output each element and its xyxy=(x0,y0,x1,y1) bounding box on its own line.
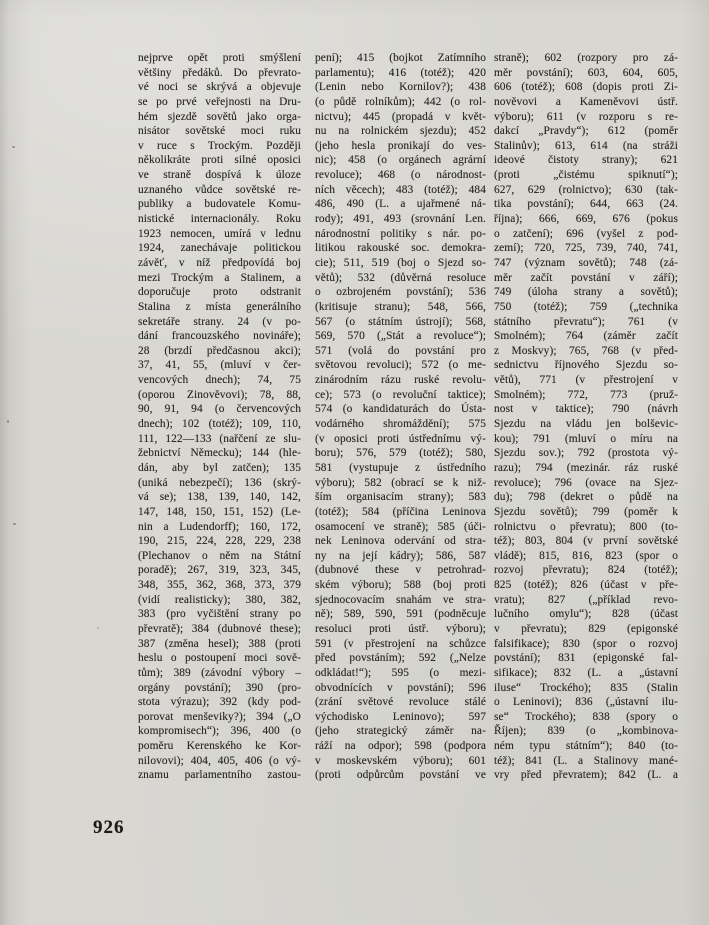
text-line: vá se); 138, 139, 140, 142, xyxy=(138,491,301,504)
text-line: Říjen); 839 (o „kombinova- xyxy=(494,725,678,738)
text-line: (jeho hesla pronikají do ves- xyxy=(315,139,486,152)
text-line: 1924, zanechávaje politickou xyxy=(138,242,301,255)
text-line: vé noci se skrývá a objevuje xyxy=(138,81,301,94)
text-line: znamu parlamentního zastou- xyxy=(138,769,301,782)
text-line: Smolném); 772, 773 (pruž- xyxy=(494,388,678,401)
text-line: nin a Ludendorff); 160, 172, xyxy=(138,520,301,533)
text-line: 569, 570 („Stát a revoluce“); xyxy=(315,330,486,343)
text-line: 571 (volá do povstání pro xyxy=(315,344,486,357)
text-line: vry před převratem); 842 (L. a xyxy=(494,769,678,782)
text-line: 591 (v přestrojení na schůzce xyxy=(315,637,486,650)
text-column-1 xyxy=(138,51,301,783)
text-line: 606 (totéž); 608 (dopis proti Zi- xyxy=(494,81,678,94)
text-line: 37, 41, 55, (mluví v čer- xyxy=(138,359,301,372)
text-line: orgány povstání); 390 (pro- xyxy=(138,681,301,694)
text-line: 825 (totéž); 826 (účast v pře- xyxy=(494,579,678,592)
text-line: 627, 629 (rolnictvo); 630 (tak- xyxy=(494,183,678,196)
text-line: ve straně dospívá k úloze xyxy=(138,169,301,182)
text-line: října); 666, 669, 676 (pokus xyxy=(494,213,678,226)
text-line: uznaného vůdce sovětské re- xyxy=(138,183,301,196)
paper-speck xyxy=(97,627,99,629)
text-line: (jeho strategický záměr na- xyxy=(315,725,486,738)
text-line: několikráte proti silné oposici xyxy=(138,154,301,167)
text-line: sednictvu říjnového Sjezdu so- xyxy=(494,359,678,372)
text-line: lučního omylu“); 828 (účast xyxy=(494,608,678,621)
text-line: 747 (význam sovětů); 748 (zá- xyxy=(494,256,678,269)
text-line: pení); 415 (bojkot Zatímního xyxy=(315,52,486,64)
text-line: 348, 355, 362, 368, 373, 379 xyxy=(138,579,301,592)
text-line: osamocení ve straně); 585 (úči- xyxy=(315,520,486,533)
text-line: 567 (o státním ústrojí); 568, xyxy=(315,315,486,328)
text-line: národnostní politiky s nár. po- xyxy=(315,227,486,240)
text-line: nu na rolnickém sjezdu); 452 xyxy=(315,125,486,138)
text-line: (proti odpůrcům povstání ve xyxy=(315,769,486,782)
text-line: v moskevském výboru); 601 xyxy=(315,754,486,767)
text-line: měr začít povstání v září); xyxy=(494,271,678,284)
text-line: poměru Kerenského ke Kor- xyxy=(138,740,301,753)
text-line: ideové čistoty strany); 621 xyxy=(494,154,678,167)
text-line: iluse“ Trockého); 835 (Stalin xyxy=(494,681,678,694)
text-line: porovat menševiky?); 394 („O xyxy=(138,710,301,723)
text-line: (v oposici proti ústřednímu vý- xyxy=(315,432,486,445)
text-line: měr povstání); 603, 604, 605, xyxy=(494,66,678,79)
text-line: v ruce s Trockým. Později xyxy=(138,139,301,152)
text-line: (zrání světové revoluce stálé xyxy=(315,696,486,709)
text-line: cie); 511, 519 (boj o Sjezd so- xyxy=(315,256,486,269)
text-line: poradě); 267, 319, 323, 345, xyxy=(138,564,301,577)
text-line: zinárodním rázu ruské revolu- xyxy=(315,374,486,387)
text-line: revoluce); 468 (o národnost- xyxy=(315,169,486,182)
text-line: o zatčení); 696 (vyšel z pod- xyxy=(494,227,678,240)
text-line: tům); 389 (závodní výbory – xyxy=(138,666,301,679)
text-line: rozvoj převratu); 824 (totéž); xyxy=(494,564,678,577)
text-line: nek Leninova odervání od stra- xyxy=(315,535,486,548)
text-line: nověvovi a Kameněvovi ústř. xyxy=(494,95,678,108)
text-line: se“ Trockého); 838 (spory o xyxy=(494,710,678,723)
text-column-2 xyxy=(315,51,486,783)
text-line: nisátor sovětské moci ruku xyxy=(138,125,301,138)
text-column-3 xyxy=(494,51,678,783)
paper-speck xyxy=(13,523,16,525)
text-line: (totéž); 584 (příčina Leninova xyxy=(315,505,486,518)
text-line: ně); 589, 590, 591 (podněcuje xyxy=(315,608,486,621)
text-line: 486, 490 (L. a ujařmené ná- xyxy=(315,198,486,211)
text-line: nost v taktice); 790 (návrh xyxy=(494,403,678,416)
text-line: ce); 573 (o revoluční taktice); xyxy=(315,388,486,401)
text-line: revoluce); 796 (ovace na Sjez- xyxy=(494,476,678,489)
text-line: se po prvé veřejnosti na Dru- xyxy=(138,95,301,108)
text-line: nilovovi); 404, 405, 406 (o vý- xyxy=(138,754,301,767)
text-line: z Moskvy); 765, 768 (v před- xyxy=(494,344,678,357)
text-line: v převratu); 829 (epigonské xyxy=(494,622,678,635)
text-line: sifikace); 832 (L. a „ústavní xyxy=(494,666,678,679)
text-line: (proti „čistému spiknutí“); xyxy=(494,169,678,182)
text-line: Smolném); 764 (záměr začít xyxy=(494,330,678,343)
text-line: tika povstání); 644, 663 (24. xyxy=(494,198,678,211)
text-line: povstání); 831 (epigonské fal- xyxy=(494,652,678,665)
text-line: zemí); 720, 725, 739, 740, 741, xyxy=(494,242,678,255)
text-line: 190, 215, 224, 228, 229, 238 xyxy=(138,535,301,548)
text-line: 387 (změna hesel); 388 (proti xyxy=(138,637,301,650)
text-line: ském výboru); 588 (boj proti xyxy=(315,579,486,592)
text-line: (vidí realisticky); 380, 382, xyxy=(138,593,301,606)
text-line: rolnictvu o převratu); 800 (to- xyxy=(494,520,678,533)
text-line: 147, 148, 150, 151, 152) (Le- xyxy=(138,505,301,518)
text-line: hém sjezdě sovětů jako orga- xyxy=(138,110,301,123)
text-line: východisko Leninovo); 597 xyxy=(315,710,486,723)
text-line: dán, aby byl zatčen); 135 xyxy=(138,461,301,474)
text-line: ším organisacím strany); 583 xyxy=(315,491,486,504)
text-line: o ozbrojeném povstání); 536 xyxy=(315,286,486,299)
text-line: nic); 458 (o orgánech agrární xyxy=(315,154,486,167)
text-line: též); 803, 804 (v první sovětské xyxy=(494,535,678,548)
text-line: ních věcech); 483 (totéž); 484 xyxy=(315,183,486,196)
text-line: výboru); 582 (obrací se k niž- xyxy=(315,476,486,489)
text-line: du); 798 (dekret o půdě na xyxy=(494,491,678,504)
text-line: dakcí „Pravdy“); 612 (poměr xyxy=(494,125,678,138)
text-line: (kritisuje stranu); 548, 566, xyxy=(315,300,486,313)
text-line: sekretáře strany. 24 (v po- xyxy=(138,315,301,328)
text-line: resoluci proti ústř. výboru); xyxy=(315,622,486,635)
text-line: dnech); 102 (totéž); 109, 110, xyxy=(138,418,301,431)
text-line: ném typu státním“); 840 (to- xyxy=(494,740,678,753)
text-line: parlamentu); 416 (totéž); 420 xyxy=(315,66,486,79)
text-line: mezi Trockým a Stalinem, a xyxy=(138,271,301,284)
text-line: (o půdě rolníkům); 442 (o rol- xyxy=(315,95,486,108)
text-line: 111, 122—133 (nařčení ze slu- xyxy=(138,432,301,445)
text-line: 750 (totéž); 759 („technika xyxy=(494,300,678,313)
text-line: nejprve opět proti smýšlení xyxy=(138,52,301,64)
text-line: (uniká nebezpečí); 136 (skrý- xyxy=(138,476,301,489)
text-line: 749 (úloha strany a sovětů); xyxy=(494,286,678,299)
text-line: též); 841 (L. a Stalinovy mané- xyxy=(494,754,678,767)
text-line: ráží na odpor); 598 (podpora xyxy=(315,740,486,753)
text-line: stota výrazu); 392 (kdy pod- xyxy=(138,696,301,709)
text-line: straně); 602 (rozpory pro zá- xyxy=(494,52,678,64)
text-line: (Plechanov o něm na Státní xyxy=(138,549,301,562)
text-line: Sjezdu sovětů); 799 (poměr k xyxy=(494,505,678,518)
text-line: litikou rakouské soc. demokra- xyxy=(315,242,486,255)
text-line: 383 (pro vyčištění strany po xyxy=(138,608,301,621)
text-line: razu); 794 (mezinár. ráz ruské xyxy=(494,461,678,474)
text-line: výboru); 611 (v rozporu s re- xyxy=(494,110,678,123)
text-line: Sjezdu na vládu jen bolševic- xyxy=(494,418,678,431)
text-line: Sjezdu sov.); 792 (prostota vý- xyxy=(494,447,678,460)
text-line: žebnictví Německu); 144 (hle- xyxy=(138,447,301,460)
page-number: 926 xyxy=(93,817,125,838)
text-line: závěť, v níž předpovídá boj xyxy=(138,256,301,269)
text-line: Stalina z místa generálního xyxy=(138,300,301,313)
text-line: kompromisech“); 396, 400 (o xyxy=(138,725,301,738)
text-line: před povstáním); 592 („Nelze xyxy=(315,652,486,665)
text-line: větů); 532 (důvěrná resoluce xyxy=(315,271,486,284)
text-line: větů), 771 (v přestrojení v xyxy=(494,374,678,387)
text-line: světovou revoluci); 572 (o me- xyxy=(315,359,486,372)
text-line: 28 (brzdí předčasnou akci); xyxy=(138,344,301,357)
paper-speck xyxy=(12,146,15,148)
text-line: vencových dnech); 74, 75 xyxy=(138,374,301,387)
text-line: odkládat!“); 595 (o mezi- xyxy=(315,666,486,679)
text-line: nictvu); 445 (propadá v květ- xyxy=(315,110,486,123)
text-line: 1923 nemocen, umírá v lednu xyxy=(138,227,301,240)
text-line: dání francouzského novináře); xyxy=(138,330,301,343)
text-line: 90, 91, 94 (o červencových xyxy=(138,403,301,416)
text-line: 581 (vystupuje z ústředního xyxy=(315,461,486,474)
text-line: vratu); 827 („příklad revo- xyxy=(494,593,678,606)
text-line: vládě); 815, 816, 823 (spor o xyxy=(494,549,678,562)
paper-speck xyxy=(7,420,9,423)
text-line: (oporou Zinověvovi); 78, 88, xyxy=(138,388,301,401)
text-line: státního převratu“); 761 (v xyxy=(494,315,678,328)
text-line: falsifikace); 830 (spor o rozvoj xyxy=(494,637,678,650)
text-line: převratě); 384 (dubnové these); xyxy=(138,622,301,635)
text-line: heslu o postoupení moci sově- xyxy=(138,652,301,665)
text-line: doporučuje proto odstranit xyxy=(138,286,301,299)
text-line: nistické internacionály. Roku xyxy=(138,213,301,226)
text-line: boru); 576, 579 (totéž); 580, xyxy=(315,447,486,460)
text-line: rody); 491, 493 (srovnání Len. xyxy=(315,213,486,226)
text-line: 574 (o kandidaturách do Ústa- xyxy=(315,403,486,416)
text-line: ny na její kádry); 586, 587 xyxy=(315,549,486,562)
text-line: publiky a budovatele Komu- xyxy=(138,198,301,211)
text-line: (dubnové these v petrohrad- xyxy=(315,564,486,577)
text-line: (Lenin nebo Kornilov?); 438 xyxy=(315,81,486,94)
text-line: sjednocovacím snahám ve stra- xyxy=(315,593,486,606)
text-line: o Leninovi); 836 („ústavní ilu- xyxy=(494,696,678,709)
text-line: většiny předáků. Do převrato- xyxy=(138,66,301,79)
text-line: kou); 791 (mluví o míru na xyxy=(494,432,678,445)
text-line: vodárného shromáždění); 575 xyxy=(315,418,486,431)
text-line: obvodnících v povstání); 596 xyxy=(315,681,486,694)
text-line: Stalinův); 613, 614 (na stráži xyxy=(494,139,678,152)
